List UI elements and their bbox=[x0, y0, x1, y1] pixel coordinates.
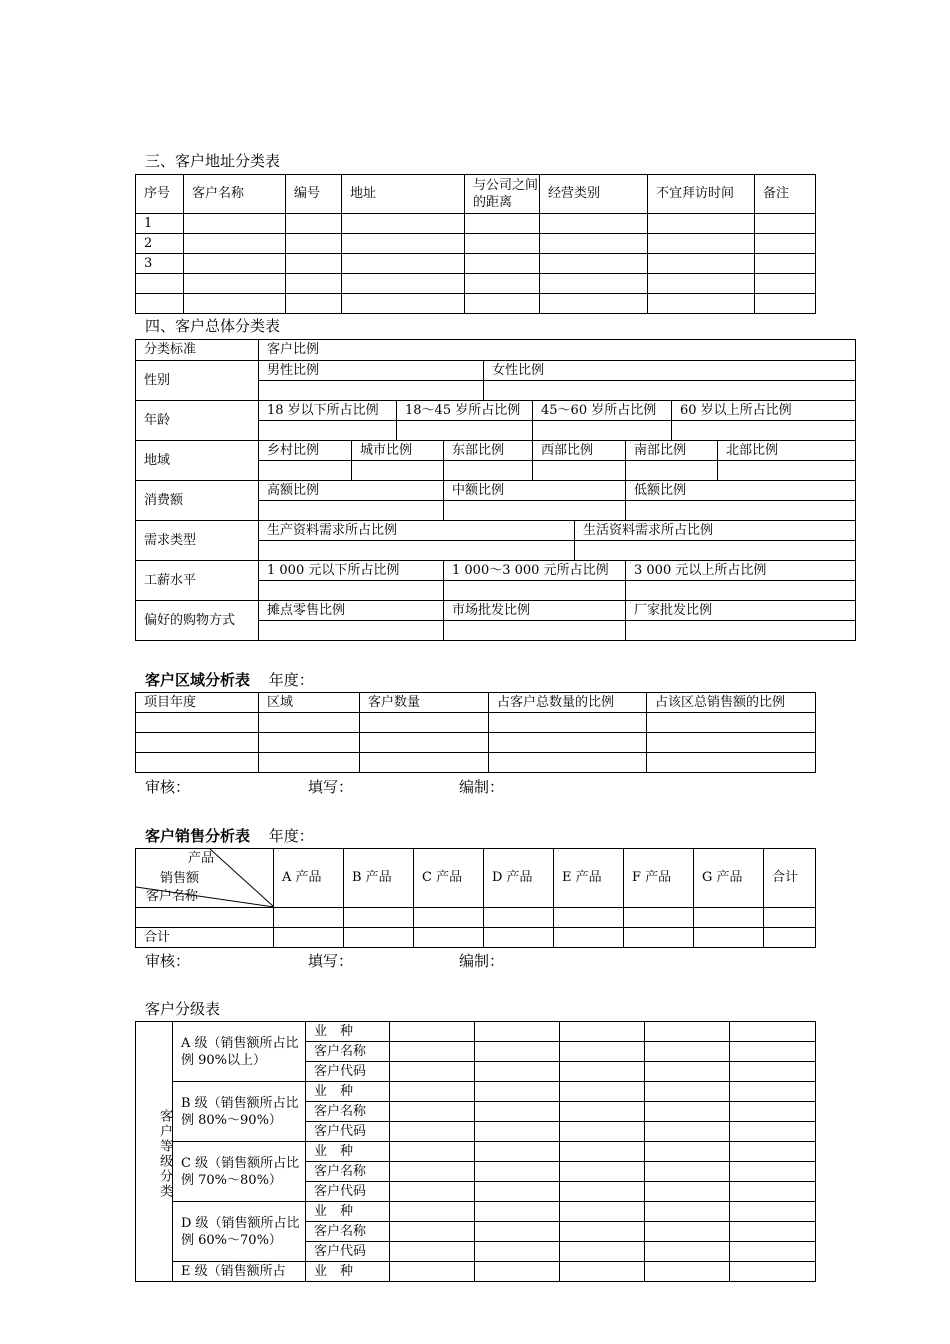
cell[interactable] bbox=[645, 1102, 730, 1122]
cell[interactable] bbox=[647, 733, 816, 753]
cell[interactable] bbox=[342, 214, 465, 234]
header-cell: 经营类别 bbox=[540, 175, 648, 214]
cell[interactable] bbox=[136, 274, 184, 294]
cell[interactable] bbox=[645, 1042, 730, 1062]
cell[interactable] bbox=[645, 1262, 730, 1282]
cell[interactable] bbox=[672, 421, 856, 441]
section4-title: 四、客户总体分类表 bbox=[145, 317, 281, 335]
cell[interactable] bbox=[444, 461, 533, 481]
cell[interactable] bbox=[560, 1102, 645, 1122]
cell[interactable] bbox=[730, 1122, 816, 1142]
header-cell: 区域 bbox=[259, 693, 360, 713]
sales-table-heading bbox=[145, 827, 314, 845]
region-table-title: 客户区域分析表 bbox=[145, 671, 251, 689]
row-number: 3 bbox=[136, 254, 184, 274]
age-item: 60 岁以上所占比例 bbox=[672, 401, 856, 421]
table-row bbox=[136, 713, 816, 733]
customer-address-table bbox=[135, 174, 816, 314]
cell[interactable] bbox=[648, 214, 755, 234]
cell[interactable] bbox=[360, 713, 489, 733]
cell[interactable] bbox=[390, 1102, 475, 1122]
cell[interactable] bbox=[647, 753, 816, 773]
cell[interactable] bbox=[286, 254, 342, 274]
cell[interactable] bbox=[342, 274, 465, 294]
grade-c-label: C 级（销售额所占比例 70%～80%） bbox=[173, 1142, 306, 1202]
cell[interactable] bbox=[560, 1062, 645, 1082]
cell[interactable] bbox=[489, 753, 647, 773]
customer-grade-table bbox=[135, 1021, 816, 1282]
cell[interactable] bbox=[136, 294, 184, 314]
cell[interactable] bbox=[390, 1082, 475, 1102]
table-row bbox=[136, 214, 816, 234]
cell[interactable] bbox=[489, 713, 647, 733]
row-number: 1 bbox=[136, 214, 184, 234]
cell[interactable] bbox=[626, 581, 856, 601]
cell[interactable] bbox=[730, 1202, 816, 1222]
cell[interactable] bbox=[645, 1022, 730, 1042]
cell[interactable] bbox=[259, 713, 360, 733]
cell[interactable] bbox=[648, 294, 755, 314]
grade-e-label: E 级（销售额所占 bbox=[173, 1262, 306, 1282]
cell[interactable] bbox=[344, 908, 414, 928]
region-table-heading bbox=[145, 671, 314, 689]
cell[interactable] bbox=[259, 421, 397, 441]
table-row bbox=[136, 733, 816, 753]
cell[interactable] bbox=[730, 1102, 816, 1122]
cell[interactable] bbox=[645, 1222, 730, 1242]
cell[interactable] bbox=[286, 274, 342, 294]
region-item: 西部比例 bbox=[533, 441, 626, 461]
cell[interactable] bbox=[259, 381, 484, 401]
cell[interactable] bbox=[444, 501, 626, 521]
cell[interactable] bbox=[475, 1162, 560, 1182]
cell[interactable] bbox=[648, 234, 755, 254]
region-item: 城市比例 bbox=[352, 441, 444, 461]
cell[interactable] bbox=[344, 928, 414, 948]
cell[interactable] bbox=[645, 1122, 730, 1142]
grade-b-label: B 级（销售额所占比例 80%～90%） bbox=[173, 1082, 306, 1142]
cell[interactable] bbox=[184, 254, 286, 274]
cell[interactable] bbox=[533, 461, 626, 481]
cell[interactable] bbox=[648, 274, 755, 294]
header-cell: E 产品 bbox=[554, 849, 624, 908]
field-label: 客户代码 bbox=[306, 1062, 390, 1082]
cell[interactable] bbox=[626, 621, 856, 641]
shopping-item: 摊点零售比例 bbox=[259, 601, 444, 621]
cell[interactable] bbox=[718, 461, 856, 481]
cell[interactable] bbox=[645, 1082, 730, 1102]
cell[interactable] bbox=[560, 1262, 645, 1282]
header-cell: B 产品 bbox=[344, 849, 414, 908]
cell[interactable] bbox=[274, 908, 344, 928]
corner-product-label: 产品 bbox=[188, 851, 215, 866]
region-item: 乡村比例 bbox=[259, 441, 352, 461]
field-label: 业 种 bbox=[306, 1262, 390, 1282]
table-row bbox=[136, 234, 816, 254]
cell[interactable] bbox=[136, 753, 259, 773]
cell[interactable] bbox=[540, 274, 648, 294]
salary-label: 工薪水平 bbox=[136, 561, 259, 601]
cell[interactable] bbox=[360, 753, 489, 773]
cell[interactable] bbox=[136, 733, 259, 753]
cell[interactable] bbox=[136, 713, 259, 733]
cell[interactable] bbox=[259, 621, 444, 641]
cell[interactable] bbox=[560, 1162, 645, 1182]
cell[interactable] bbox=[475, 1182, 560, 1202]
fill-label: 填写： bbox=[308, 952, 354, 970]
cell[interactable] bbox=[259, 581, 444, 601]
grade-a-label: A 级（销售额所占比例 90%以上） bbox=[173, 1022, 306, 1082]
cell[interactable] bbox=[259, 501, 444, 521]
cell[interactable] bbox=[390, 1142, 475, 1162]
cell[interactable] bbox=[755, 234, 816, 254]
cell[interactable] bbox=[465, 294, 540, 314]
cell[interactable] bbox=[444, 581, 626, 601]
gender-female-label: 女性比例 bbox=[484, 361, 856, 381]
cell[interactable] bbox=[484, 928, 554, 948]
cell[interactable] bbox=[475, 1262, 560, 1282]
header-cell: 项目年度 bbox=[136, 693, 259, 713]
header-cell: C 产品 bbox=[414, 849, 484, 908]
cell[interactable] bbox=[352, 461, 444, 481]
cell[interactable] bbox=[465, 234, 540, 254]
cell[interactable] bbox=[390, 1202, 475, 1222]
cell[interactable] bbox=[475, 1122, 560, 1142]
diagonal-header-cell bbox=[136, 849, 274, 908]
corner-customer-label: 客户名称 bbox=[146, 889, 199, 904]
row-number: 2 bbox=[136, 234, 184, 254]
table-row bbox=[136, 753, 816, 773]
sales-table-title: 客户销售分析表 bbox=[145, 827, 251, 845]
salary-item: 3 000 元以上所占比例 bbox=[626, 561, 856, 581]
cell[interactable] bbox=[755, 214, 816, 234]
cell[interactable] bbox=[730, 1222, 816, 1242]
cell[interactable] bbox=[475, 1222, 560, 1242]
header-cell: 备注 bbox=[755, 175, 816, 214]
cell[interactable] bbox=[484, 908, 554, 928]
header-cell: A 产品 bbox=[274, 849, 344, 908]
cell[interactable] bbox=[390, 1262, 475, 1282]
cell[interactable] bbox=[390, 1182, 475, 1202]
compile-label: 编制： bbox=[459, 778, 505, 796]
header-cell: 不宜拜访时间 bbox=[648, 175, 755, 214]
cell[interactable] bbox=[414, 928, 484, 948]
header-cell: 地址 bbox=[342, 175, 465, 214]
cell[interactable] bbox=[184, 234, 286, 254]
cell[interactable] bbox=[184, 274, 286, 294]
shopping-item: 市场批发比例 bbox=[444, 601, 626, 621]
table-row bbox=[136, 928, 816, 948]
cell[interactable] bbox=[390, 1242, 475, 1262]
sales-table-year: 年度： bbox=[268, 827, 314, 845]
cell[interactable] bbox=[390, 1042, 475, 1062]
table-row bbox=[136, 274, 816, 294]
cell[interactable] bbox=[286, 234, 342, 254]
region-table-year: 年度： bbox=[268, 671, 314, 689]
age-item: 18～45 岁所占比例 bbox=[397, 401, 533, 421]
cell[interactable] bbox=[764, 928, 816, 948]
cell[interactable] bbox=[554, 908, 624, 928]
cell[interactable] bbox=[575, 541, 856, 561]
age-label: 年龄 bbox=[136, 401, 259, 441]
header-cell: 占该区总销售额的比例 bbox=[647, 693, 816, 713]
cell[interactable] bbox=[259, 733, 360, 753]
cell[interactable] bbox=[342, 234, 465, 254]
cell[interactable] bbox=[755, 254, 816, 274]
spend-item: 中额比例 bbox=[444, 481, 626, 501]
region-item: 南部比例 bbox=[626, 441, 718, 461]
cell[interactable] bbox=[560, 1222, 645, 1242]
cell[interactable] bbox=[390, 1162, 475, 1182]
cell[interactable] bbox=[390, 1022, 475, 1042]
cell[interactable] bbox=[645, 1202, 730, 1222]
shopping-label: 偏好的购物方式 bbox=[136, 601, 259, 641]
cell[interactable] bbox=[184, 294, 286, 314]
cell[interactable] bbox=[342, 254, 465, 274]
salary-item: 1 000～3 000 元所占比例 bbox=[444, 561, 626, 581]
compile-label: 编制： bbox=[459, 952, 505, 970]
cell[interactable] bbox=[342, 294, 465, 314]
cell[interactable] bbox=[540, 254, 648, 274]
cell[interactable] bbox=[475, 1042, 560, 1062]
cell[interactable] bbox=[475, 1242, 560, 1262]
fill-label: 填写： bbox=[308, 778, 354, 796]
field-label: 客户代码 bbox=[306, 1182, 390, 1202]
cell[interactable] bbox=[286, 214, 342, 234]
cell[interactable] bbox=[390, 1222, 475, 1242]
grade-d-label: D 级（销售额所占比例 60%～70%） bbox=[173, 1202, 306, 1262]
cell[interactable] bbox=[730, 1242, 816, 1262]
cell[interactable] bbox=[397, 421, 533, 441]
cell[interactable] bbox=[730, 1062, 816, 1082]
grade-table-title: 客户分级表 bbox=[145, 1000, 221, 1018]
cell[interactable] bbox=[730, 1182, 816, 1202]
customer-overall-table bbox=[135, 339, 856, 641]
customer-region-table bbox=[135, 692, 816, 773]
cell[interactable] bbox=[560, 1082, 645, 1102]
cell[interactable] bbox=[259, 541, 575, 561]
cell[interactable] bbox=[184, 214, 286, 234]
header-cell: D 产品 bbox=[484, 849, 554, 908]
age-item: 18 岁以下所占比例 bbox=[259, 401, 397, 421]
cell[interactable] bbox=[489, 733, 647, 753]
cell[interactable] bbox=[259, 753, 360, 773]
cell[interactable] bbox=[730, 1262, 816, 1282]
salary-item: 1 000 元以下所占比例 bbox=[259, 561, 444, 581]
region-item: 东部比例 bbox=[444, 441, 533, 461]
field-label: 客户名称 bbox=[306, 1162, 390, 1182]
age-item: 45～60 岁所占比例 bbox=[533, 401, 672, 421]
cell[interactable] bbox=[560, 1122, 645, 1142]
cell[interactable] bbox=[626, 461, 718, 481]
standard-label: 分类标准 bbox=[136, 340, 259, 361]
cell[interactable] bbox=[560, 1022, 645, 1042]
field-label: 业 种 bbox=[306, 1202, 390, 1222]
cell[interactable] bbox=[390, 1062, 475, 1082]
header-cell: 客户名称 bbox=[184, 175, 286, 214]
cell[interactable] bbox=[414, 908, 484, 928]
cell[interactable] bbox=[259, 461, 352, 481]
grade-side-label: 客户等级分类 bbox=[136, 1022, 173, 1282]
cell[interactable] bbox=[554, 928, 624, 948]
ratio-label: 客户比例 bbox=[259, 340, 856, 361]
cell[interactable] bbox=[730, 1042, 816, 1062]
cell[interactable] bbox=[730, 1162, 816, 1182]
field-label: 业 种 bbox=[306, 1082, 390, 1102]
field-label: 客户名称 bbox=[306, 1042, 390, 1062]
field-label: 业 种 bbox=[306, 1022, 390, 1042]
header-cell: F 产品 bbox=[624, 849, 694, 908]
table-row bbox=[136, 294, 816, 314]
cell[interactable] bbox=[540, 294, 648, 314]
cell[interactable] bbox=[645, 1182, 730, 1202]
cell[interactable] bbox=[444, 621, 626, 641]
field-label: 客户名称 bbox=[306, 1222, 390, 1242]
header-cell: 客户数量 bbox=[360, 693, 489, 713]
section3-title: 三、客户地址分类表 bbox=[145, 152, 281, 170]
cell[interactable] bbox=[540, 214, 648, 234]
spend-label: 消费额 bbox=[136, 481, 259, 521]
header-cell: G 产品 bbox=[694, 849, 764, 908]
cell[interactable] bbox=[360, 733, 489, 753]
gender-label: 性别 bbox=[136, 361, 259, 401]
cell[interactable] bbox=[755, 274, 816, 294]
cell[interactable] bbox=[645, 1142, 730, 1162]
cell[interactable] bbox=[475, 1202, 560, 1222]
cell[interactable] bbox=[694, 928, 764, 948]
review-label: 审核： bbox=[145, 952, 191, 970]
field-label: 客户代码 bbox=[306, 1122, 390, 1142]
cell[interactable] bbox=[645, 1162, 730, 1182]
region-label: 地域 bbox=[136, 441, 259, 481]
cell[interactable] bbox=[645, 1062, 730, 1082]
demand-item: 生活资料需求所占比例 bbox=[575, 521, 856, 541]
cell[interactable] bbox=[624, 908, 694, 928]
demand-label: 需求类型 bbox=[136, 521, 259, 561]
spend-item: 高额比例 bbox=[259, 481, 444, 501]
cell[interactable] bbox=[645, 1242, 730, 1262]
cell[interactable] bbox=[274, 928, 344, 948]
gender-male-label: 男性比例 bbox=[259, 361, 484, 381]
cell[interactable] bbox=[475, 1102, 560, 1122]
cell[interactable] bbox=[475, 1062, 560, 1082]
cell[interactable] bbox=[136, 908, 274, 928]
cell[interactable] bbox=[647, 713, 816, 733]
review-label: 审核： bbox=[145, 778, 191, 796]
cell[interactable] bbox=[465, 274, 540, 294]
cell[interactable] bbox=[484, 381, 856, 401]
total-label: 合计 bbox=[136, 928, 274, 948]
cell[interactable] bbox=[540, 234, 648, 254]
cell[interactable] bbox=[624, 928, 694, 948]
shopping-item: 厂家批发比例 bbox=[626, 601, 856, 621]
cell[interactable] bbox=[475, 1082, 560, 1102]
cell[interactable] bbox=[475, 1142, 560, 1162]
cell[interactable] bbox=[560, 1042, 645, 1062]
cell[interactable] bbox=[755, 294, 816, 314]
region-item: 北部比例 bbox=[718, 441, 856, 461]
cell[interactable] bbox=[560, 1182, 645, 1202]
field-label: 客户名称 bbox=[306, 1102, 390, 1122]
header-cell: 序号 bbox=[136, 175, 184, 214]
header-cell: 合计 bbox=[764, 849, 816, 908]
field-label: 客户代码 bbox=[306, 1242, 390, 1262]
cell[interactable] bbox=[730, 1022, 816, 1042]
header-cell: 占客户总数量的比例 bbox=[489, 693, 647, 713]
cell[interactable] bbox=[694, 908, 764, 928]
cell[interactable] bbox=[390, 1122, 475, 1142]
cell[interactable] bbox=[286, 294, 342, 314]
customer-sales-table bbox=[135, 848, 816, 948]
cell[interactable] bbox=[475, 1022, 560, 1042]
cell[interactable] bbox=[560, 1202, 645, 1222]
table-row bbox=[136, 254, 816, 274]
cell[interactable] bbox=[465, 254, 540, 274]
corner-sales-label: 销售额 bbox=[160, 871, 200, 886]
cell[interactable] bbox=[465, 214, 540, 234]
cell[interactable] bbox=[560, 1142, 645, 1162]
cell[interactable] bbox=[560, 1242, 645, 1262]
cell[interactable] bbox=[764, 908, 816, 928]
table-row bbox=[136, 908, 816, 928]
cell[interactable] bbox=[730, 1142, 816, 1162]
header-cell: 编号 bbox=[286, 175, 342, 214]
cell[interactable] bbox=[533, 421, 672, 441]
field-label: 业 种 bbox=[306, 1142, 390, 1162]
header-cell: 与公司之间的距离 bbox=[465, 175, 540, 214]
demand-item: 生产资料需求所占比例 bbox=[259, 521, 575, 541]
spend-item: 低额比例 bbox=[626, 481, 856, 501]
cell[interactable] bbox=[730, 1082, 816, 1102]
cell[interactable] bbox=[648, 254, 755, 274]
cell[interactable] bbox=[626, 501, 856, 521]
